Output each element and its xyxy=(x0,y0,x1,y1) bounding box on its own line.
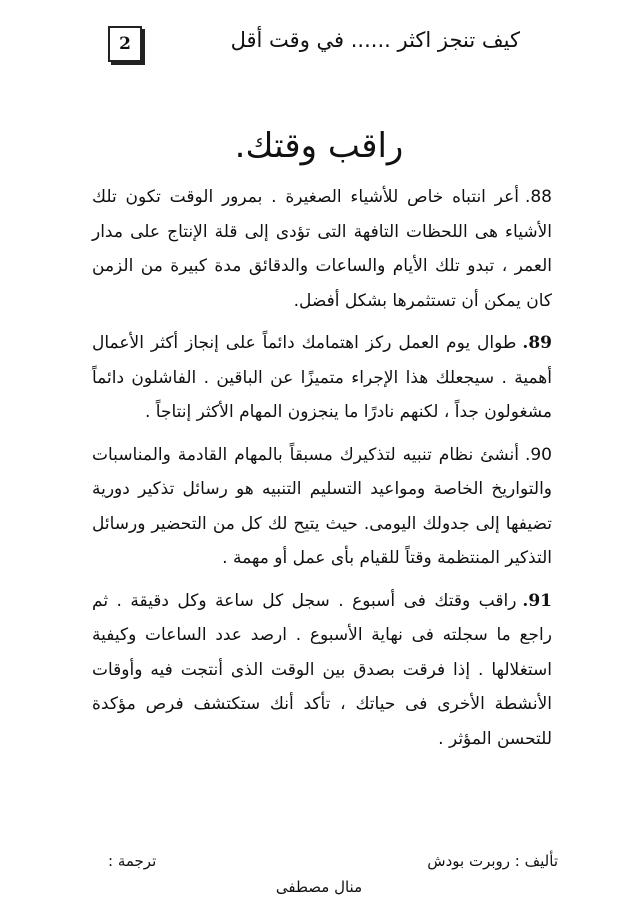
tip-text: أعر انتباه خاص للأشياء الصغيرة . بمرور الوقت تكون تلك الأشياء هى اللحظات التافهة التى تؤدى إلى قلة الإنتاج على مدار العمر ، تبدو تلك الأيام والساعات والدقائق مدة كبيرة من الزمن كان يمكن أن تستثمرها بشكل أفضل. xyxy=(92,187,552,311)
tip-text: راقب وقتك فى أسبوع . سجل كل ساعة وكل دقيقة . ثم راجع ما سجلته فى نهاية الأسبوع . ارصد عدد الساعات وكيفية استغلالها . إذا فرقت بصدق بين الوقت الذى أنتجت فيه وأوقات الأنشطة الأخرى فى حياتك ، تأكد أنك ستكتشف فرص مؤكدة للتحسن المؤثر . xyxy=(92,590,552,749)
page-footer xyxy=(0,852,638,902)
tip-number: 90. xyxy=(524,444,552,465)
tip-text: أنشئ نظام تنبيه لتذكيرك مسبقاً بالمهام القادمة والمناسبات والتواريخ الخاصة ومواعيد التسليم التنبيه هو رسائل تذكير دورية تضيفها إلى جدولك اليومى. حيث يتيح لك كل من التحضير ورسائل التذكير المنتظمة وقتاً للقيام بأى عمل أو مهمة . xyxy=(92,444,552,568)
translator-name: منال مصطفى xyxy=(275,878,363,896)
tip-text: طوال يوم العمل ركز اهتمامك دائماً على إنجاز أكثر الأعمال أهمية . سيجعلك هذا الإجراء متميزًا عن الباقين . الفاشلون دائماً مشغولون جداً ، لكنهم نادرًا ما ينجزون المهام الأكثر إنتاجاً . xyxy=(92,333,552,422)
author-credit: تأليف : روبرت بودش xyxy=(427,852,558,870)
translator-label: ترجمة : xyxy=(108,852,157,870)
page-header xyxy=(100,22,520,66)
tip-item-90 xyxy=(92,438,552,576)
tip-item-89 xyxy=(92,326,552,430)
page-number-badge: 2 xyxy=(108,26,142,62)
tip-number: 88. xyxy=(524,187,552,207)
tip-item-88 xyxy=(92,180,552,318)
tips-list xyxy=(92,180,552,764)
header-title: كيف تنجز اكثر ...... في وقت أقل xyxy=(230,28,520,52)
tip-item-91 xyxy=(92,584,552,757)
page-title: راقب وقتك. xyxy=(234,126,404,166)
tip-number: 91. xyxy=(522,590,552,611)
tip-number: 89. xyxy=(522,333,552,353)
